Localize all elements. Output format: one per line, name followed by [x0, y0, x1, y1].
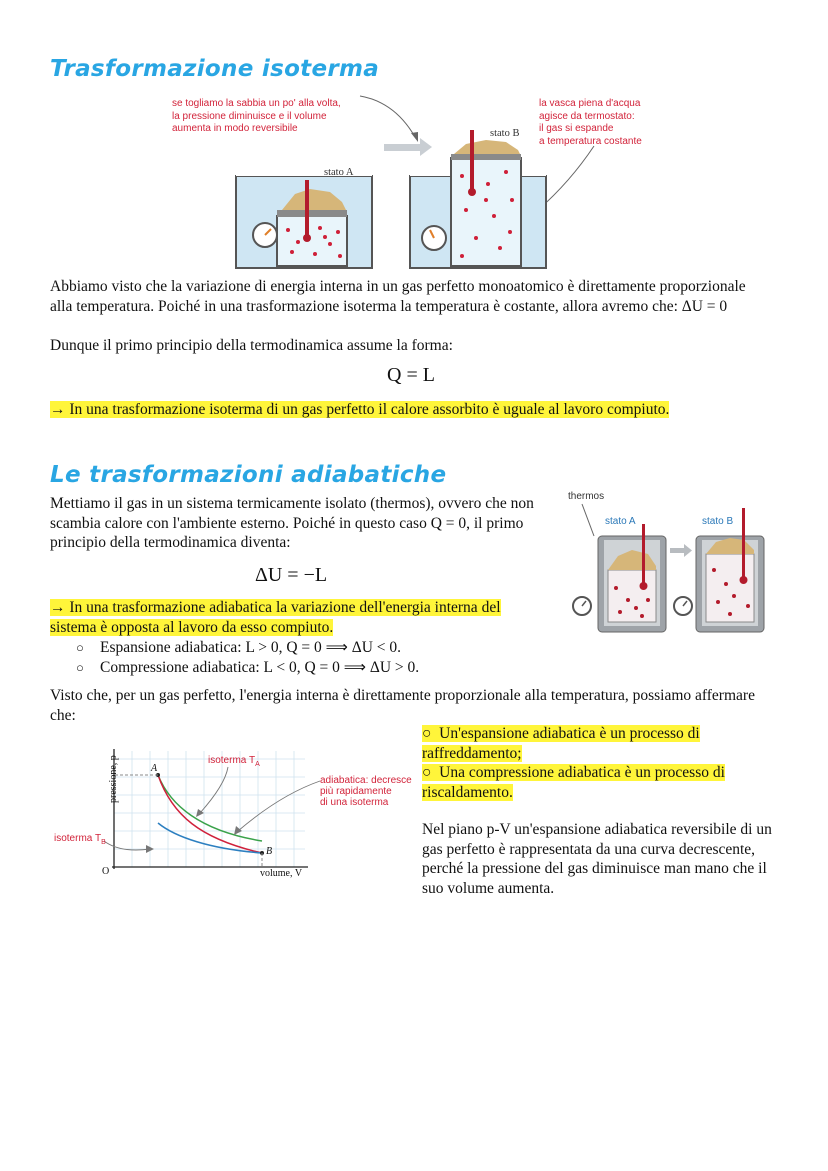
adiabatic-highlight: → In una trasformazione adiabatica la variazione dell'energia interna del sistema è opposta al lavoro da esso compiuto.: [50, 599, 501, 636]
y-axis-label: pressione, p: [108, 755, 119, 803]
isotherm-paragraph: Abbiamo visto che la variazione di energia interna in un gas perfetto monoatomico è direttamente proporzionale alla temperatura. Poiché in una trasformazione isoterma la temperatura è costante, allora avremo che: ΔU = 0: [50, 278, 746, 315]
pv-graph: [50, 745, 420, 895]
isotherm-b-label: isoterma $T_B$: [54, 833, 106, 846]
isotherm-a-curve: [158, 775, 262, 853]
section-title-isoterma: Trasformazione isoterma: [50, 56, 380, 82]
isotherm-a-label: isoterma $T_A$: [208, 755, 260, 768]
point-a-label: A: [151, 763, 158, 774]
thermos-state-b: stato B: [702, 516, 734, 527]
thermos-state-a: stato A: [605, 516, 636, 527]
section-title-adiabatiche: Le trasformazioni adiabatiche: [50, 462, 447, 488]
state-a-label: stato A: [324, 167, 354, 178]
formula-q-equals-l: Q = L: [387, 364, 435, 386]
pv-paragraph: Nel piano p-V un'espansione adiabatica reversibile di un gas perfetto è rappresentata da una curva decrescente, perché la pressione del gas diminuisce man mano che il suo volume aumenta.: [422, 821, 772, 897]
list-item: ○ Espansione adiabatica: L > 0, Q = 0 ⟹ ΔU < 0.: [76, 638, 536, 658]
point-b-label: B: [266, 846, 273, 857]
thermos-illustration: [562, 488, 782, 638]
origin-label: O: [102, 866, 110, 877]
thermos-title: thermos: [568, 491, 605, 502]
cooling-heating-list: [422, 724, 767, 802]
list-item: ○ Una compressione adiabatica è un processo di riscaldamento.: [422, 764, 725, 801]
formula-du-equals-minus-l: ΔU = −L: [255, 564, 328, 586]
isotherm-figure: [170, 92, 670, 272]
adiabatic-label: adiabatica: decresce più rapidamente di una isoterma: [320, 775, 412, 808]
isotherm-highlight: → In una trasformazione isoterma di un gas perfetto il calore assorbito è uguale al lavoro compiuto.: [50, 401, 670, 418]
list-item: ○ Compressione adiabatica: L < 0, Q = 0 ⟹ ΔU > 0.: [76, 658, 536, 678]
thermos-figure: [562, 488, 782, 638]
list-item: ○ Un'espansione adiabatica è un processo di raffreddamento;: [422, 725, 700, 762]
adiabatic-bullets: [76, 638, 536, 677]
isotherm-paragraph-2: Dunque il primo principio della termodinamica assume la forma:: [50, 337, 453, 354]
isotherm-illustration: [170, 92, 670, 272]
x-axis-label: volume, V: [260, 868, 303, 879]
adiabatic-paragraph: Mettiamo il gas in un sistema termicamente isolato (thermos), ovvero che non scambia calore con l'ambiente esterno. Poiché in questo caso Q = 0, il primo principio della termodinamica diventa:: [50, 495, 534, 551]
state-b-label: stato B: [490, 128, 520, 139]
fig-right-note: la vasca piena d'acqua agisce da termostato: il gas si espande a temperatura costante: [539, 98, 642, 147]
adiabatic-paragraph-2: Visto che, per un gas perfetto, l'energia interna è direttamente proporzionale alla temperatura, possiamo affermare che:: [50, 687, 755, 724]
fig-left-note: se togliamo la sabbia un po' alla volta, la pressione diminuisce e il volume aumenta in modo reversibile: [172, 98, 341, 134]
